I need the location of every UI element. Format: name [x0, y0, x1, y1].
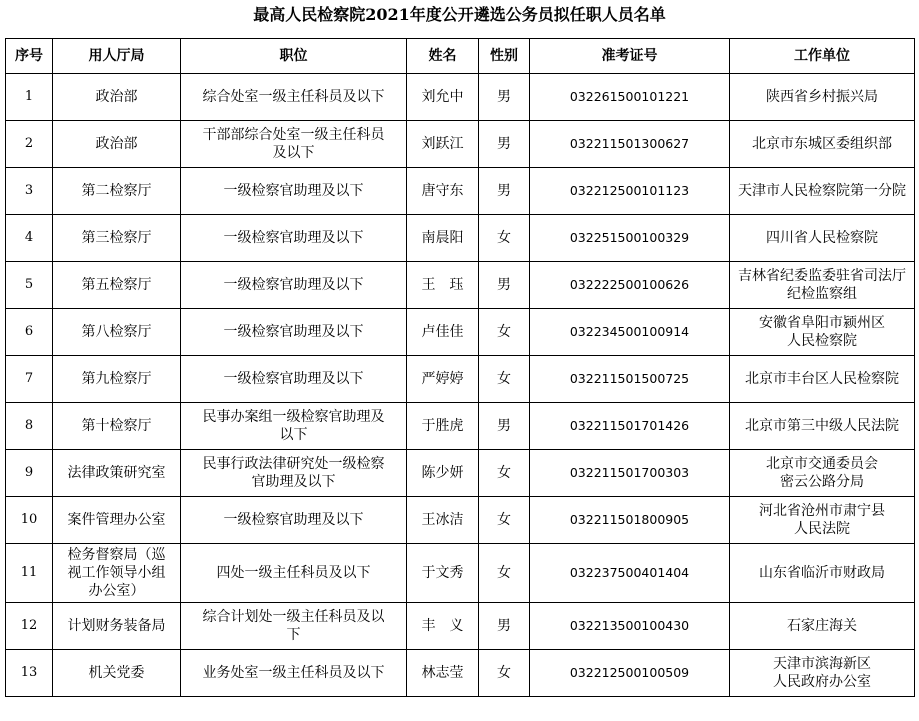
cell-position: 一级检察官助理及以下: [181, 309, 407, 356]
cell-ticket: 032212500101123: [530, 168, 730, 215]
cell-gender: 男: [479, 121, 530, 168]
cell-ticket: 032211501700303: [530, 450, 730, 497]
table-row: [6, 168, 915, 215]
cell-position: 业务处室一级主任科员及以下: [181, 650, 407, 697]
cell-gender: 女: [479, 497, 530, 544]
cell-dept: 机关党委: [53, 650, 181, 697]
cell-position: 一级检察官助理及以下: [181, 215, 407, 262]
cell-dept: 政治部: [53, 121, 181, 168]
table-row: [6, 403, 915, 450]
cell-dept: 第九检察厅: [53, 356, 181, 403]
cell-ticket: 032222500100626: [530, 262, 730, 309]
table-row: [6, 262, 915, 309]
cell-ticket: 032211501800905: [530, 497, 730, 544]
cell-position: 干部部综合处室一级主任科员 及以下: [181, 121, 407, 168]
cell-name: 于文秀: [407, 544, 479, 603]
cell-gender: 女: [479, 544, 530, 603]
cell-no: 10: [6, 497, 53, 544]
cell-position: 一级检察官助理及以下: [181, 356, 407, 403]
cell-name: 唐守东: [407, 168, 479, 215]
personnel-table: [5, 38, 915, 697]
cell-unit: 安徽省阜阳市颍州区 人民检察院: [730, 309, 915, 356]
table-row: [6, 544, 915, 603]
cell-gender: 女: [479, 650, 530, 697]
cell-dept: 案件管理办公室: [53, 497, 181, 544]
cell-gender: 女: [479, 356, 530, 403]
cell-position: 四处一级主任科员及以下: [181, 544, 407, 603]
cell-no: 13: [6, 650, 53, 697]
cell-name: 王冰洁: [407, 497, 479, 544]
cell-gender: 男: [479, 74, 530, 121]
header-no: 序号: [6, 39, 53, 74]
cell-ticket: 032251500100329: [530, 215, 730, 262]
cell-unit: 山东省临沂市财政局: [730, 544, 915, 603]
cell-unit: 北京市东城区委组织部: [730, 121, 915, 168]
cell-position: 民事办案组一级检察官助理及 以下: [181, 403, 407, 450]
cell-unit: 天津市滨海新区 人民政府办公室: [730, 650, 915, 697]
cell-name: 王 珏: [407, 262, 479, 309]
cell-name: 卢佳佳: [407, 309, 479, 356]
cell-dept: 第二检察厅: [53, 168, 181, 215]
cell-gender: 男: [479, 168, 530, 215]
cell-name: 陈少妍: [407, 450, 479, 497]
cell-ticket: 032234500100914: [530, 309, 730, 356]
cell-ticket: 032211501500725: [530, 356, 730, 403]
cell-no: 5: [6, 262, 53, 309]
cell-dept: 第八检察厅: [53, 309, 181, 356]
cell-gender: 男: [479, 603, 530, 650]
cell-position: 综合计划处一级主任科员及以 下: [181, 603, 407, 650]
header-row: [6, 39, 915, 74]
cell-no: 1: [6, 74, 53, 121]
cell-unit: 石家庄海关: [730, 603, 915, 650]
cell-unit: 北京市丰台区人民检察院: [730, 356, 915, 403]
cell-name: 林志莹: [407, 650, 479, 697]
cell-no: 4: [6, 215, 53, 262]
cell-no: 8: [6, 403, 53, 450]
header-name: 姓名: [407, 39, 479, 74]
cell-gender: 男: [479, 262, 530, 309]
cell-ticket: 032261500101221: [530, 74, 730, 121]
cell-unit: 北京市第三中级人民法院: [730, 403, 915, 450]
cell-no: 11: [6, 544, 53, 603]
cell-dept: 第十检察厅: [53, 403, 181, 450]
header-position: 职位: [181, 39, 407, 74]
cell-ticket: 032211501300627: [530, 121, 730, 168]
table-row: [6, 650, 915, 697]
table-row: [6, 309, 915, 356]
cell-unit: 吉林省纪委监委驻省司法厅 纪检监察组: [730, 262, 915, 309]
cell-unit: 陕西省乡村振兴局: [730, 74, 915, 121]
cell-unit: 天津市人民检察院第一分院: [730, 168, 915, 215]
cell-gender: 男: [479, 403, 530, 450]
cell-name: 丰 义: [407, 603, 479, 650]
header-gender: 性别: [479, 39, 530, 74]
cell-name: 刘跃江: [407, 121, 479, 168]
table-row: [6, 450, 915, 497]
cell-ticket: 032237500401404: [530, 544, 730, 603]
cell-name: 刘允中: [407, 74, 479, 121]
table-row: [6, 356, 915, 403]
cell-no: 9: [6, 450, 53, 497]
cell-dept: 第五检察厅: [53, 262, 181, 309]
header-unit: 工作单位: [730, 39, 915, 74]
table-row: [6, 215, 915, 262]
cell-name: 南晨阳: [407, 215, 479, 262]
header-ticket: 准考证号: [530, 39, 730, 74]
cell-no: 12: [6, 603, 53, 650]
cell-no: 6: [6, 309, 53, 356]
cell-gender: 女: [479, 450, 530, 497]
cell-position: 一级检察官助理及以下: [181, 497, 407, 544]
cell-position: 民事行政法律研究处一级检察 官助理及以下: [181, 450, 407, 497]
cell-gender: 女: [479, 309, 530, 356]
cell-no: 7: [6, 356, 53, 403]
cell-unit: 四川省人民检察院: [730, 215, 915, 262]
page-title: 最高人民检察院2021年度公开遴选公务员拟任职人员名单: [253, 5, 666, 24]
cell-dept: 政治部: [53, 74, 181, 121]
cell-ticket: 032213500100430: [530, 603, 730, 650]
cell-dept: 检务督察局（巡 视工作领导小组 办公室）: [53, 544, 181, 603]
table-row: [6, 497, 915, 544]
cell-dept: 法律政策研究室: [53, 450, 181, 497]
table-row: [6, 121, 915, 168]
table-row: [6, 74, 915, 121]
cell-no: 3: [6, 168, 53, 215]
cell-gender: 女: [479, 215, 530, 262]
cell-ticket: 032212500100509: [530, 650, 730, 697]
cell-dept: 第三检察厅: [53, 215, 181, 262]
table-row: [6, 603, 915, 650]
cell-position: 一级检察官助理及以下: [181, 262, 407, 309]
cell-position: 综合处室一级主任科员及以下: [181, 74, 407, 121]
cell-position: 一级检察官助理及以下: [181, 168, 407, 215]
cell-name: 严婷婷: [407, 356, 479, 403]
cell-name: 于胜虎: [407, 403, 479, 450]
cell-unit: 河北省沧州市肃宁县 人民法院: [730, 497, 915, 544]
header-dept: 用人厅局: [53, 39, 181, 74]
cell-ticket: 032211501701426: [530, 403, 730, 450]
cell-no: 2: [6, 121, 53, 168]
cell-unit: 北京市交通委员会 密云公路分局: [730, 450, 915, 497]
cell-dept: 计划财务装备局: [53, 603, 181, 650]
